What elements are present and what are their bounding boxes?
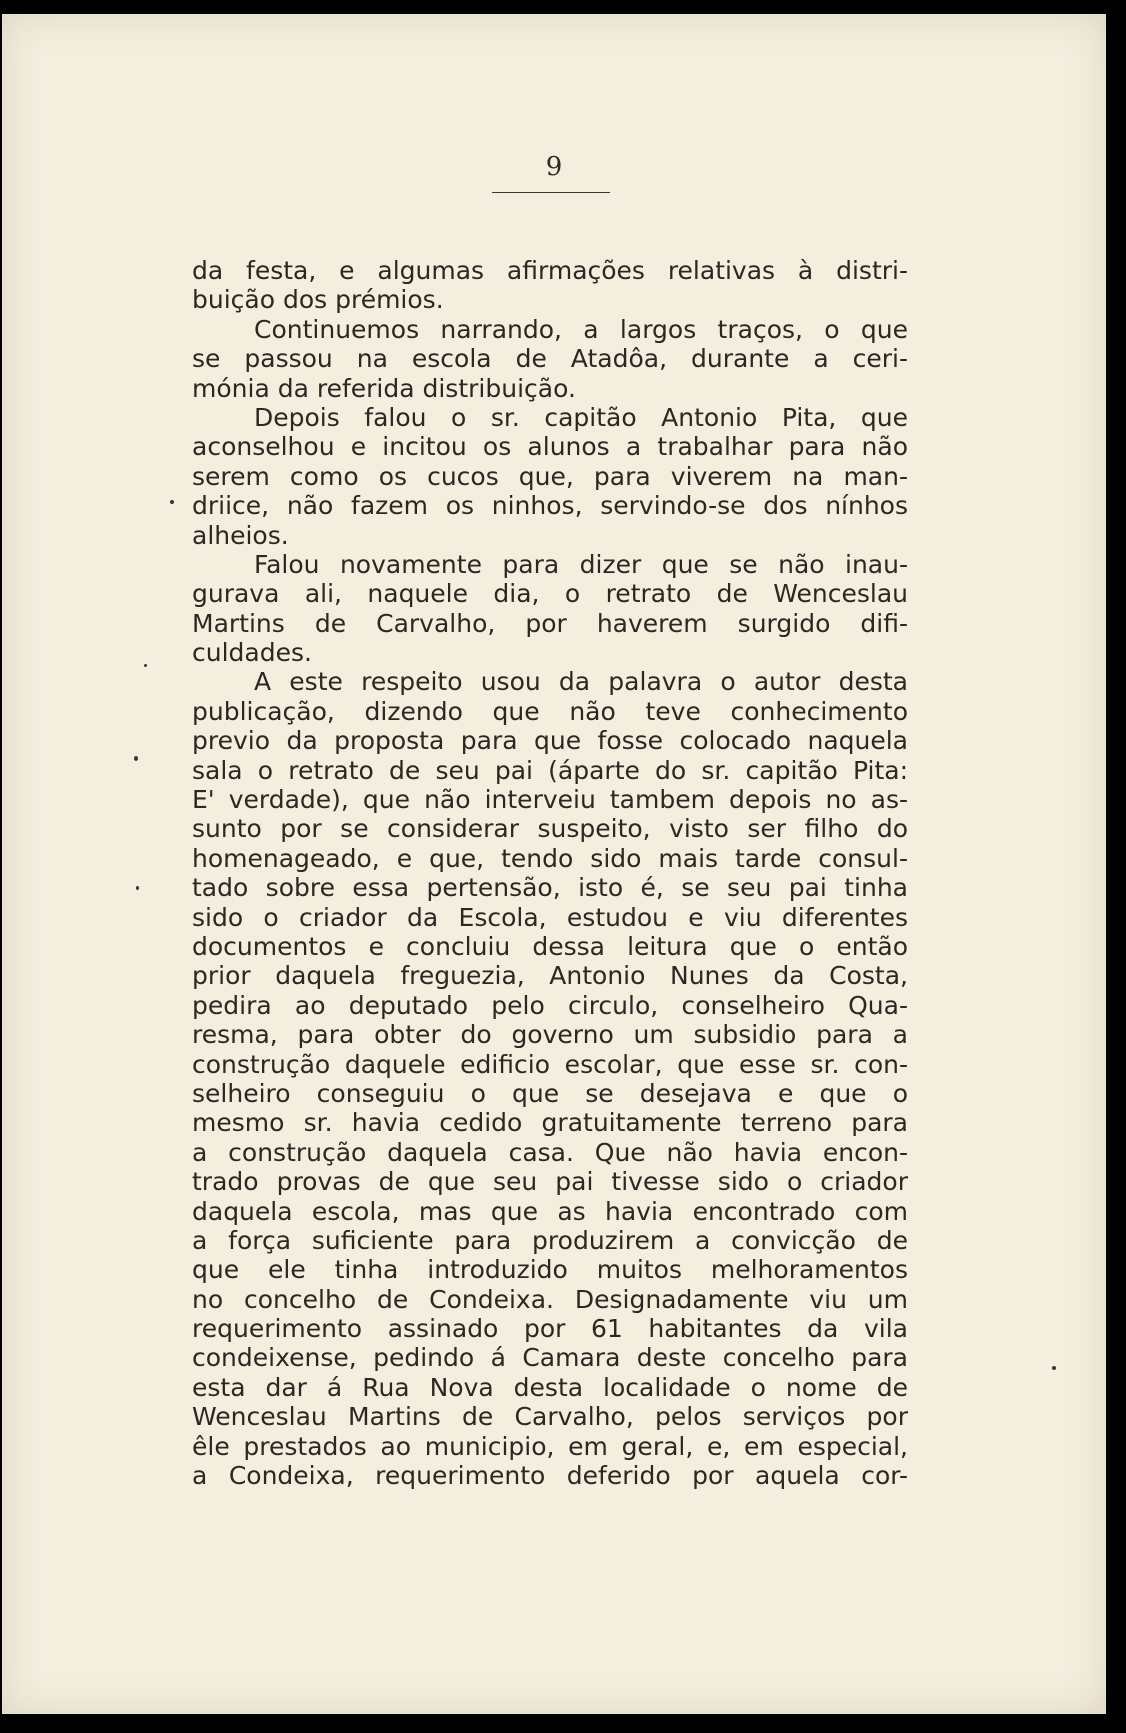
text-line: se passou na escola de Atadôa, durante a ceri-	[192, 344, 908, 374]
text-line: mesmo sr. havia cedido gratuitamente terreno para	[192, 1108, 908, 1138]
text-line: pedira ao deputado pelo circulo, conselheiro Qua-	[192, 990, 908, 1020]
text-line: prior daquela freguezia, Antonio Nunes da Costa,	[192, 961, 908, 991]
text-line: A este respeito usou da palavra o autor desta	[254, 667, 908, 697]
text-line: E' verdade), que não interveiu tambem depois no as-	[192, 785, 908, 815]
page-header	[2, 152, 1106, 182]
text-line: a Condeixa, requerimento deferido por aquela cor-	[192, 1461, 908, 1491]
text-line: resma, para obter do governo um subsidio para a	[192, 1020, 908, 1050]
text-line: selheiro conseguiu o que se desejava e que o	[192, 1078, 908, 1108]
text-line: previo da proposta para que fosse colocado naquela	[192, 726, 908, 756]
text-line: Falou novamente para dizer que se não inau-	[254, 549, 908, 579]
text-line: gurava ali, naquele dia, o retrato de Wenceslau	[192, 579, 908, 609]
ink-speck	[170, 500, 174, 504]
text-line: da festa, e algumas afirmações relativas à distri-	[192, 256, 908, 285]
text-line: alheios.	[192, 520, 289, 550]
text-line: trado provas de que seu pai tivesse sido o criador	[192, 1167, 908, 1197]
text-line: daquela escola, mas que as havia encontrado com	[192, 1196, 908, 1226]
text-line: driice, não fazem os ninhos, servindo-se dos nínhos	[192, 491, 908, 521]
text-line: aconselhou e incitou os alunos a trabalhar para não	[192, 432, 908, 462]
text-line: Depois falou o sr. capitão Antonio Pita, que	[254, 402, 908, 432]
text-line: sunto por se considerar suspeito, visto ser filho do	[192, 814, 908, 844]
ink-speck	[134, 756, 138, 761]
text-line: sido o criador da Escola, estudou e viu diferentes	[192, 902, 908, 932]
text-line: serem como os cucos que, para viverem na man-	[192, 461, 908, 491]
text-line: sala o retrato de seu pai (áparte do sr. capitão Pita:	[192, 755, 908, 785]
ink-speck	[1052, 1366, 1056, 1370]
text-line: documentos e concluiu dessa leitura que o então	[192, 931, 908, 961]
text-line: a força suficiente para produzirem a convicção de	[192, 1225, 908, 1255]
text-line: publicação, dizendo que não teve conhecimento	[192, 696, 908, 726]
text-line: a construção daquela casa. Que não havia encon-	[192, 1137, 908, 1167]
text-line: condeixense, pedindo á Camara deste concelho para	[192, 1343, 908, 1373]
book-page	[2, 14, 1106, 1714]
text-line: êle prestados ao municipio, em geral, e, em especial,	[192, 1431, 908, 1461]
text-line: Continuemos narrando, a largos traços, o que	[254, 314, 908, 344]
text-line: culdades.	[192, 638, 312, 668]
text-line: tado sobre essa pertensão, isto é, se seu pai tinha	[192, 873, 908, 903]
text-line: que ele tinha introduzido muitos melhoramentos	[192, 1255, 908, 1285]
text-line: mónia da referida distribuição.	[192, 373, 576, 403]
text-line: Wenceslau Martins de Carvalho, pelos serviços por	[192, 1402, 908, 1432]
ink-speck	[136, 886, 139, 890]
text-line: no concelho de Condeixa. Designadamente viu um	[192, 1284, 908, 1314]
text-line: buição dos prémios.	[192, 285, 444, 315]
page-number: 9	[545, 152, 563, 182]
body-text	[192, 256, 908, 1490]
text-line: Martins de Carvalho, por haverem surgido difi-	[192, 608, 908, 638]
text-line: esta dar á Rua Nova desta localidade o nome de	[192, 1372, 908, 1402]
ink-speck	[144, 664, 147, 667]
text-line: homenageado, e que, tendo sido mais tarde consul-	[192, 843, 908, 873]
page-number-rule	[492, 192, 610, 193]
text-line: construção daquele edificio escolar, que esse sr. con-	[192, 1049, 908, 1079]
text-line: requerimento assinado por 61 habitantes da vila	[192, 1314, 908, 1344]
